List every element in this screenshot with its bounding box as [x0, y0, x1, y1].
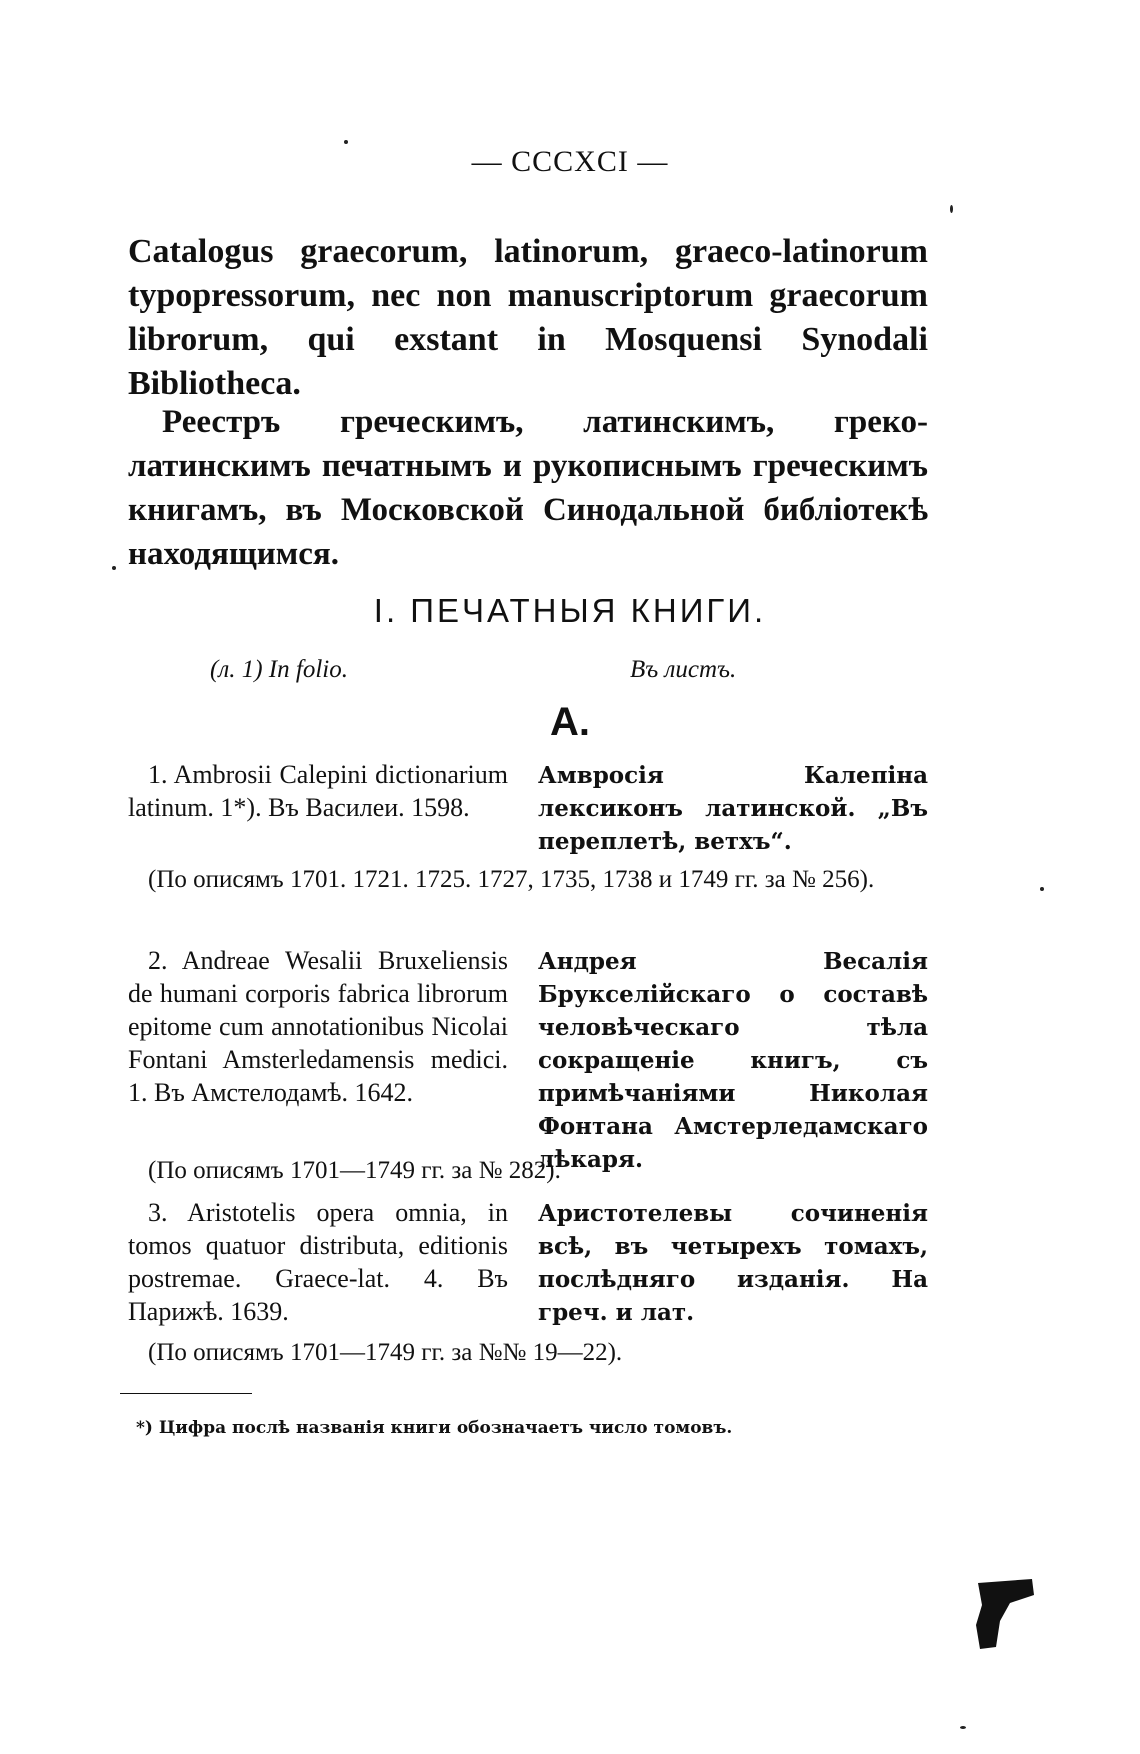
format-latin: (л. 1) In folio.	[210, 656, 348, 683]
format-russian: Въ листъ.	[630, 656, 737, 683]
entry-1-russian: Амвросія Калепіна лексиконъ латинской. „Въ переплетѣ, ветхъ“.	[538, 762, 928, 855]
scan-speck	[344, 140, 348, 144]
scan-speck	[112, 566, 116, 570]
footnote-text: *) Цифра послѣ названія книги обозначаетъ число томовъ.	[136, 1418, 733, 1438]
entry-2-russian: Андрея Весалія Брукселійскаго о составѣ человѣческаго тѣла сокращеніе книгъ, съ примѣчаніями Николая Фонтана Амстерледамскаго лѣкаря.	[538, 948, 928, 1173]
entry-2-note: (По описямъ 1701—1749 гг. за № 282).	[148, 1157, 561, 1184]
latin-catalog-title: Catalogus graecorum, latinorum, graeco-latinorum typopressorum, nec non manuscriptorum graecorum librorum, qui exstant in Mosquensi Synodali Bibliotheca.	[128, 233, 928, 402]
entry-2-latin: 2. Andreae Wesalii Bruxeliensis de humani corporis fabrica librorum epitome cum annotationibus Nicolai Fontani Amsterledamensis medici. 1. Въ Амстелодамѣ. 1642.	[128, 946, 508, 1107]
russian-title-text: Реестръ греческимъ, латинскимъ, греко-латинскимъ печатнымъ и рукописнымъ греческимъ книгамъ, въ Московской Синодальной библіотекѣ находящимся.	[128, 404, 928, 572]
scan-speck	[960, 1726, 966, 1729]
page-number-header: — CCCXCI —	[471, 145, 669, 178]
section-heading: I. ПЕЧАТНЫЯ КНИГИ.	[373, 592, 767, 629]
ink-blot	[970, 1575, 1040, 1655]
footnote-rule	[120, 1393, 252, 1394]
entry-3-note: (По описямъ 1701—1749 гг. за №№ 19—22).	[148, 1339, 623, 1366]
scan-speck	[1040, 887, 1044, 891]
scan-speck	[950, 205, 953, 213]
entry-1-note: (По описямъ 1701. 1721. 1725. 1727, 1735, 1738 и 1749 гг. за № 256).	[148, 866, 875, 893]
entry-1-latin: 1. Ambrosii Calepini dictionarium latinum. 1*). Въ Василеи. 1598.	[128, 760, 508, 822]
entry-3-latin: 3. Aristotelis opera omnia, in tomos quatuor distributa, editionis postremae. Graece-lat. 4. Въ Парижѣ. 1639.	[128, 1198, 508, 1326]
entry-3-russian: Аристотелевы сочиненія всѣ, въ четырехъ томахъ, послѣдняго изданія. На греч. и лат.	[538, 1200, 928, 1326]
alphabet-letter: A.	[550, 700, 590, 744]
russian-catalog-title	[128, 400, 928, 576]
